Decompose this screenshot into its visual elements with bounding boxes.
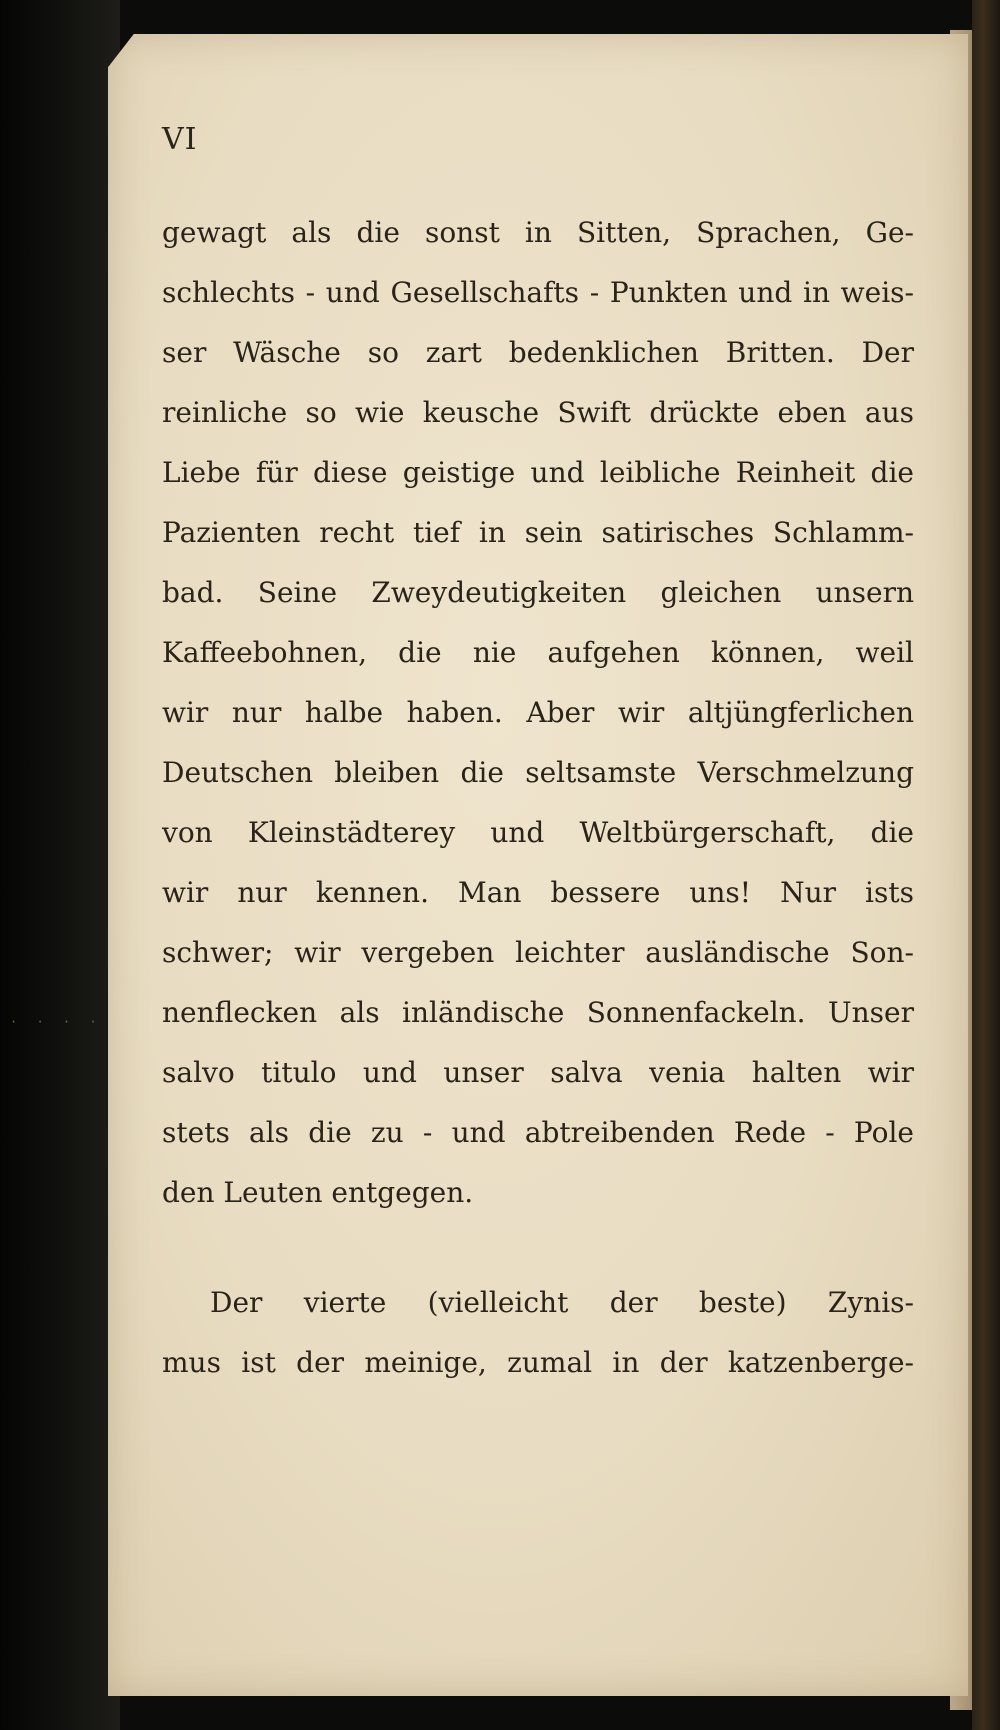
- text-line: wir nur halbe haben. Aber wir altjüngferlichen: [162, 696, 914, 729]
- body-text: [162, 203, 914, 1393]
- text-line: Kaffeebohnen, die nie aufgehen können, weil: [162, 636, 914, 669]
- paragraph-1: [162, 203, 914, 1223]
- book-cover-edge: [972, 0, 1000, 1730]
- text-line: mus ist der meinige, zumal in der katzenberge-: [162, 1346, 914, 1379]
- paragraph-gap: [162, 1223, 914, 1273]
- text-line: wir nur kennen. Man bessere uns! Nur ists: [162, 876, 914, 909]
- text-line: von Kleinstädterey und Weltbürgerschaft, die: [162, 816, 914, 849]
- dark-background-left: [0, 0, 120, 1730]
- text-line: Pazienten recht tief in sein satirisches Schlamm-: [162, 516, 914, 549]
- text-line: ser Wäsche so zart bedenklichen Britten. Der: [162, 336, 914, 369]
- text-line: schwer; wir vergeben leichter ausländische Son-: [162, 936, 914, 969]
- text-line: bad. Seine Zweydeutigkeiten gleichen unsern: [162, 576, 914, 609]
- page-number: VI: [162, 122, 198, 157]
- text-line: Deutschen bleiben die seltsamste Verschmelzung: [162, 756, 914, 789]
- margin-dots: · · · ·: [10, 1015, 103, 1029]
- text-line: nenflecken als inländische Sonnenfackeln. Unser: [162, 996, 914, 1029]
- text-line: gewagt als die sonst in Sitten, Sprachen, Ge-: [162, 216, 914, 249]
- text-line: salvo titulo und unser salva venia halten wir: [162, 1056, 914, 1089]
- paragraph-2: [162, 1273, 914, 1393]
- text-line: den Leuten entgegen.: [162, 1176, 474, 1209]
- text-line: schlechts - und Gesellschafts - Punkten und in weis-: [162, 276, 914, 309]
- text-line: reinliche so wie keusche Swift drückte eben aus: [162, 396, 914, 429]
- text-line: Der vierte (vielleicht der beste) Zynis-: [210, 1286, 914, 1319]
- text-line: stets als die zu - und abtreibenden Rede - Pole: [162, 1116, 914, 1149]
- text-line: Liebe für diese geistige und leibliche Reinheit die: [162, 456, 914, 489]
